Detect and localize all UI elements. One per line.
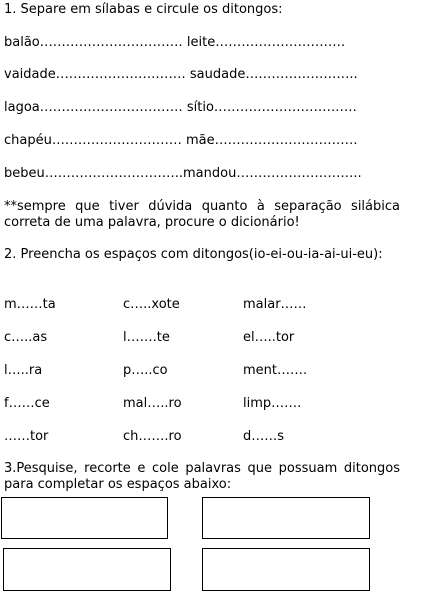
grid-cell: el…..tor xyxy=(243,330,295,345)
paste-box-4[interactable] xyxy=(202,548,370,591)
grid-cell: d……s xyxy=(243,429,285,444)
syllable-row-3: lagoa…………………………… sítio…………………………… xyxy=(4,100,357,115)
syllable-row-5: bebeu…………………………..mandou……………………….. xyxy=(4,166,362,181)
grid-cell: mal…..ro xyxy=(123,396,182,411)
grid-cell: f……ce xyxy=(4,396,50,411)
paste-box-2[interactable] xyxy=(202,497,370,539)
grid-cell: m……ta xyxy=(4,297,56,312)
syllable-row-2: vaidade………………………… saudade…………………….. xyxy=(4,67,358,82)
grid-cell: malar…… xyxy=(243,297,307,312)
section-1-heading: 1. Separe em sílabas e circule os ditongos: xyxy=(4,2,283,17)
grid-cell: ……tor xyxy=(4,429,49,444)
section-2-heading: 2. Preencha os espaços com ditongos(io-ei-ou-ia-ai-ui-eu): xyxy=(4,247,383,262)
dictionary-note: **sempre que tiver dúvida quanto à separação silábica correta de uma palavra, procure o dicionário! xyxy=(4,199,400,230)
grid-cell: l…..ra xyxy=(4,363,43,378)
grid-cell: p…..co xyxy=(123,363,168,378)
grid-cell: c…..as xyxy=(4,330,48,345)
grid-cell: ch…….ro xyxy=(123,429,182,444)
grid-cell: limp……. xyxy=(243,396,302,411)
grid-cell: c…..xote xyxy=(123,297,180,312)
syllable-row-4: chapéu………………………… mãe…………………………… xyxy=(4,133,358,148)
grid-cell: ment……. xyxy=(243,363,308,378)
paste-box-1[interactable] xyxy=(1,497,168,539)
paste-box-3[interactable] xyxy=(3,548,171,591)
section-3-heading: 3.Pesquise, recorte e cole palavras que possuam ditongos para completar os espaços abaixo: xyxy=(4,461,400,492)
syllable-row-1: balão…………………………… leite………………………… xyxy=(4,35,346,50)
grid-cell: l…….te xyxy=(123,330,170,345)
